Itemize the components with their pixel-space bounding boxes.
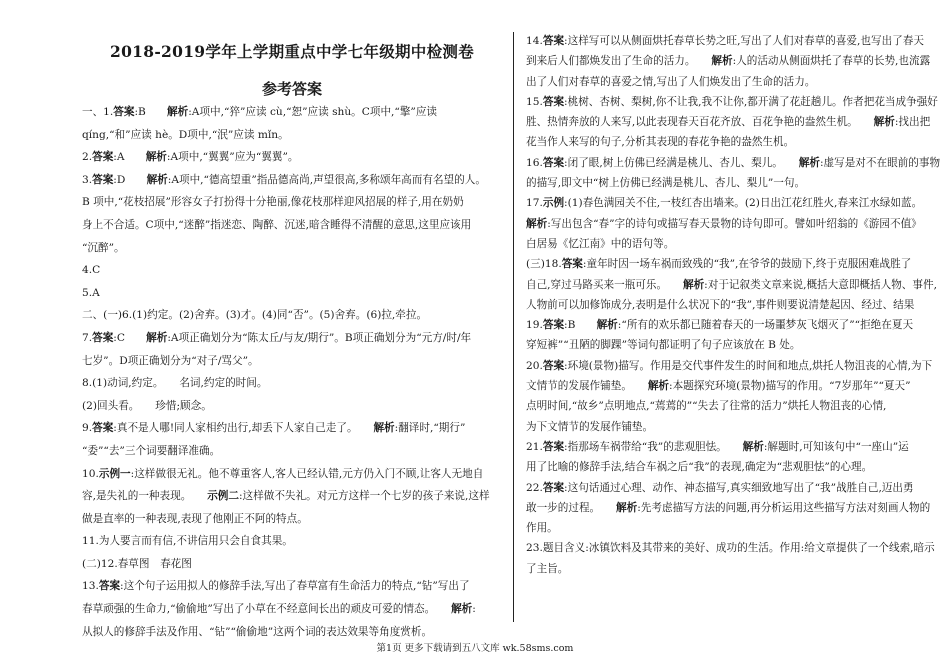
body-text: (2)回头看。 珍惜;顾念。	[82, 399, 212, 412]
body-text: 出了人们对春草的喜爱之情,写出了人们焕发出了生命的活力。	[526, 75, 816, 88]
body-text: 点明时间,“故乡”点明地点,“蔫蔫的”“失去了往常的活力”烘托人物沮丧的心情,	[526, 400, 887, 413]
body-text: “沉醉”。	[82, 241, 125, 254]
text-line	[526, 335, 926, 355]
text-line	[526, 234, 926, 254]
text-line	[526, 112, 931, 132]
body-text: 穿短裤”“丑陋的脚踝”等词句都证明了句子应该放在 B 处。	[526, 339, 801, 352]
label-text: 答案	[113, 106, 135, 118]
body-text: 22.	[526, 481, 543, 494]
text-line	[82, 259, 502, 282]
text-line	[82, 440, 502, 463]
text-line	[526, 538, 935, 558]
body-text: 为下文情节的发展作铺垫。	[526, 420, 654, 433]
body-text: 的描写,即文中“树上仿佛已经满是桃儿、杏儿、梨儿”一句。	[526, 177, 806, 190]
label-text: 解析	[682, 278, 705, 291]
body-text: 花当作人来写的句子,分析其表现的春花争艳的盎然生机。	[526, 136, 795, 149]
body-text: 2.	[82, 151, 93, 164]
text-line	[82, 463, 502, 486]
body-text: 7.	[82, 331, 93, 344]
body-text: :先考虑描写方法的问题,再分析运用这些描写方法对刻画人物的	[637, 501, 931, 514]
page-subtitle: 参考答案	[261, 80, 322, 98]
text-line	[526, 72, 926, 92]
body-text: :对于记叙类文章来说,概括大意即概括人物、事件,	[704, 278, 937, 291]
text-line	[82, 327, 502, 350]
label-text: 答案	[542, 319, 565, 332]
label-text: 示例	[542, 197, 565, 210]
label-text: 答案	[561, 258, 583, 271]
body-text: 16.	[526, 156, 543, 169]
text-line	[526, 214, 926, 234]
label-text: 答案	[92, 422, 114, 435]
text-line	[526, 173, 926, 193]
text-line	[82, 237, 502, 260]
text-line	[82, 124, 502, 147]
body-text: :真不是人哪!同人家相约出行,却丢下人家自己走了。	[113, 422, 374, 435]
label-text: 示例二	[207, 490, 239, 503]
text-line	[526, 417, 926, 437]
body-text: 9.	[82, 422, 93, 435]
body-text: 19.	[526, 319, 543, 332]
body-text: :桃树、杏树、梨树,你不让我,我不让你,都开满了花赶趟儿。作者把花当成争强好	[564, 95, 938, 108]
text-line	[526, 478, 926, 498]
body-text: :A	[113, 151, 146, 164]
body-text: :指那场车祸带给“我”的悲观胆怯。	[564, 440, 743, 453]
text-line	[526, 457, 926, 477]
page-footer: 第1页 更多下载请到五八文库 wk.58sms.com	[376, 643, 574, 654]
body-text: :A项中,“猝”应读 cù,“恕”应读 shù。C项中,“擎”应读	[188, 106, 438, 118]
label-text: 解析	[526, 217, 548, 230]
label-text: 解析	[596, 319, 618, 332]
label-text: 答案	[92, 151, 114, 164]
body-text: 胜、热情奔放的人来写,以此表现春天百花齐放、百花争艳的盎然生机。	[526, 116, 874, 129]
text-line	[526, 356, 933, 376]
body-text: 11.为人要言而有信,不讲信用只会自食其果。	[82, 535, 293, 548]
body-text: :写出包含“春”字的诗句或描写春天景物的诗句即可。譬如叶绍翁的《游园不值》	[547, 217, 922, 230]
label-text: 答案	[92, 173, 114, 186]
body-text: 到来后人们都焕发出了生命的活力。	[526, 55, 712, 68]
text-line	[82, 372, 502, 395]
body-text: :这句话通过心理、动作、神态描写,真实细致地写出了“我”战胜自己,迈出勇	[564, 481, 914, 494]
label-text: 解析	[145, 151, 167, 164]
body-text: 白居易《忆江南》中的语句等。	[526, 237, 675, 250]
label-text: 答案	[542, 481, 565, 494]
body-text: :A项正确划分为“陈太丘/与友/期行”。B项正确划分为“元方/时/年	[167, 331, 472, 344]
text-line	[526, 437, 926, 457]
label-text: 解析	[742, 440, 764, 453]
right-column	[526, 31, 941, 579]
text-line	[82, 485, 502, 508]
text-line	[82, 146, 502, 169]
body-text: 21.	[526, 440, 543, 453]
text-line	[526, 275, 937, 295]
label-text: 解析	[711, 55, 733, 68]
label-text: 解析	[146, 173, 168, 186]
text-line	[82, 575, 502, 598]
body-text: “委”“去”三个词要翻译准确。	[82, 444, 221, 457]
body-text: 23.题目含义:冰镇饮料及其带来的美好、成功的生活。作用:给文章提供了一个线索,暗示	[526, 542, 935, 555]
body-text: 作用。	[526, 522, 558, 535]
body-text: :环境(景物)描写。作用是交代事件发生的时间和地点,烘托人物沮丧的心情,为下	[564, 359, 933, 372]
body-text: :A项中,“德高望重”指品德高尚,声望很高,多称颂年高而有名望的人。	[167, 173, 486, 186]
text-line	[526, 315, 926, 335]
text-line	[526, 193, 926, 213]
body-text: 用了比喻的修辞手法,结合车祸之后“我”的表现,确定为“悲观胆怯”的心理。	[526, 461, 873, 474]
body-text: 5.A	[82, 286, 100, 299]
body-text: :找出把	[894, 116, 931, 129]
label-text: 答案	[98, 580, 121, 593]
text-line	[82, 508, 502, 531]
body-text: :人的活动从侧面烘托了春草的长势,也流露	[732, 55, 931, 68]
text-line	[526, 31, 926, 51]
label-text: 示例一	[98, 467, 131, 480]
label-text: 解析	[616, 501, 638, 514]
body-text: (二)12.春草图 春花图	[82, 557, 192, 570]
text-line	[526, 295, 926, 315]
body-text: :这样做不失礼。对元方这样一个七岁的孩子来说,这样	[238, 490, 490, 503]
body-text: 二、(一)6.(1)约定。(2)舍弃。(3)才。(4)同“否”。(5)舍弃。(6)拉,牵拉。	[82, 309, 428, 322]
text-line	[82, 350, 502, 373]
body-text: 3.	[82, 173, 93, 186]
text-line	[82, 169, 502, 192]
text-line	[82, 395, 502, 418]
text-line	[526, 51, 931, 71]
text-line	[526, 376, 926, 396]
page-title: 2018-2019学年上学期重点中学七年级期中检测卷	[109, 42, 474, 61]
body-text: 8.(1)动词,约定。 名词,约定的时间。	[82, 377, 268, 390]
text-line	[526, 132, 926, 152]
text-line	[82, 191, 502, 214]
label-text: 答案	[542, 359, 565, 372]
text-line	[526, 92, 938, 112]
body-text: 13.	[82, 580, 99, 593]
label-text: 解析	[146, 331, 168, 344]
body-text: :“所有的欢乐都已随着春天的一场噩梦灰飞烟灭了”“拒绝在夏天	[617, 319, 914, 332]
body-text: B 项中,“花枝招展”形容女子打扮得十分艳丽,像花枝那样迎风招展的样子,用在奶奶	[82, 196, 464, 209]
body-text: 20.	[526, 359, 543, 372]
label-text: 解析	[647, 380, 670, 393]
body-text: :这样做很无礼。他不尊重客人,客人已经认错,元方仍入门不顾,让客人无地自	[130, 467, 484, 480]
body-text: :C	[113, 331, 147, 344]
column-divider	[513, 32, 514, 622]
text-line	[526, 396, 926, 416]
label-text: 解析	[798, 156, 820, 169]
body-text: 了主旨。	[526, 562, 569, 575]
body-text: :解题时,可知该句中“一座山”运	[763, 440, 909, 453]
text-line	[82, 282, 502, 305]
text-line	[526, 153, 941, 173]
body-text: 七岁”。D项正确划分为“对子/骂父”。	[82, 354, 259, 367]
text-line	[82, 101, 502, 124]
body-text: 人物前可以加修饰成分,表明是什么状况下的“我”,事件则要说清楚起因、经过、结果	[526, 298, 915, 311]
body-text: 容,是失礼的一种表现。	[82, 490, 208, 503]
body-text: 4.C	[82, 264, 101, 277]
label-text: 解析	[373, 422, 395, 435]
body-text: qíng,“和”应读 hè。D项中,“泯”应读 mǐn。	[82, 128, 289, 141]
body-text: 身上不合适。C项中,“迷醉”指迷恋、陶醉、沉迷,暗含睡得不清醒的意思,这里应该用	[82, 218, 472, 231]
body-text: :(1)春色满园关不住,一枝红杏出墙来。(2)日出江花红胜火,春来江水绿如蓝。	[564, 197, 923, 210]
body-text: 文情节的发展作铺垫。	[526, 380, 648, 393]
body-text: 10.	[82, 467, 99, 480]
body-text: :虚写是对不在眼前的事物	[819, 156, 941, 169]
body-text: :B	[564, 319, 597, 332]
text-line	[526, 498, 931, 518]
text-line	[82, 553, 502, 576]
body-text: 从拟人的修辞手法及作用、“钻”“偷偷地”这两个词的表达效果等角度赏析。	[82, 625, 433, 638]
label-text: 解析	[167, 106, 189, 118]
text-line	[526, 559, 926, 579]
body-text: :D	[113, 173, 147, 186]
body-text: 14.	[526, 35, 543, 47]
body-text: :	[472, 603, 476, 616]
label-text: 答案	[542, 95, 565, 108]
body-text: :闭了眼,树上仿佛已经满是桃儿、杏儿、梨儿。	[564, 156, 799, 169]
text-line	[82, 214, 502, 237]
body-text: :这样写可以从侧面烘托春草长势之旺,写出了人们对春草的喜爱,也写出了春天	[564, 35, 924, 47]
label-text: 答案	[92, 331, 114, 344]
text-line	[82, 598, 502, 621]
body-text: :B	[134, 106, 168, 118]
label-text: 解析	[451, 603, 473, 616]
body-text: 一、1.	[82, 106, 114, 118]
text-line	[526, 254, 926, 274]
text-line	[526, 518, 926, 538]
body-text: :本题探究环境(景物)描写的作用。“7岁那年”“夏天”	[669, 380, 911, 393]
label-text: 解析	[873, 116, 895, 129]
body-text: 做是直率的一种表现,表现了他刚正不阿的特点。	[82, 512, 308, 525]
text-line	[82, 304, 502, 327]
body-text: 敢一步的过程。	[526, 501, 617, 514]
body-text: :童年时因一场车祸而致残的“我”,在爷爷的鼓励下,终于克服困难战胜了	[582, 258, 912, 271]
text-line	[82, 530, 502, 553]
body-text: :A项中,“翼翼”应为“翼翼”。	[166, 151, 299, 164]
body-text: 15.	[526, 95, 543, 108]
left-column	[82, 101, 502, 643]
label-text: 答案	[542, 35, 565, 47]
body-text: 17.	[526, 197, 543, 210]
label-text: 答案	[542, 440, 565, 453]
body-text: 自己,穿过马路买来一瓶可乐。	[526, 278, 683, 291]
body-text: (三)18.	[526, 258, 562, 271]
body-text: :翻译时,“期行”	[394, 422, 466, 435]
text-line	[82, 417, 502, 440]
body-text: 春草顽强的生命力,“偷偷地”写出了小草在不经意间长出的顽皮可爱的情态。	[82, 603, 452, 616]
body-text: :这个句子运用拟人的修辞手法,写出了春草富有生命活力的特点,“钻”写出了	[120, 580, 470, 593]
label-text: 答案	[542, 156, 565, 169]
